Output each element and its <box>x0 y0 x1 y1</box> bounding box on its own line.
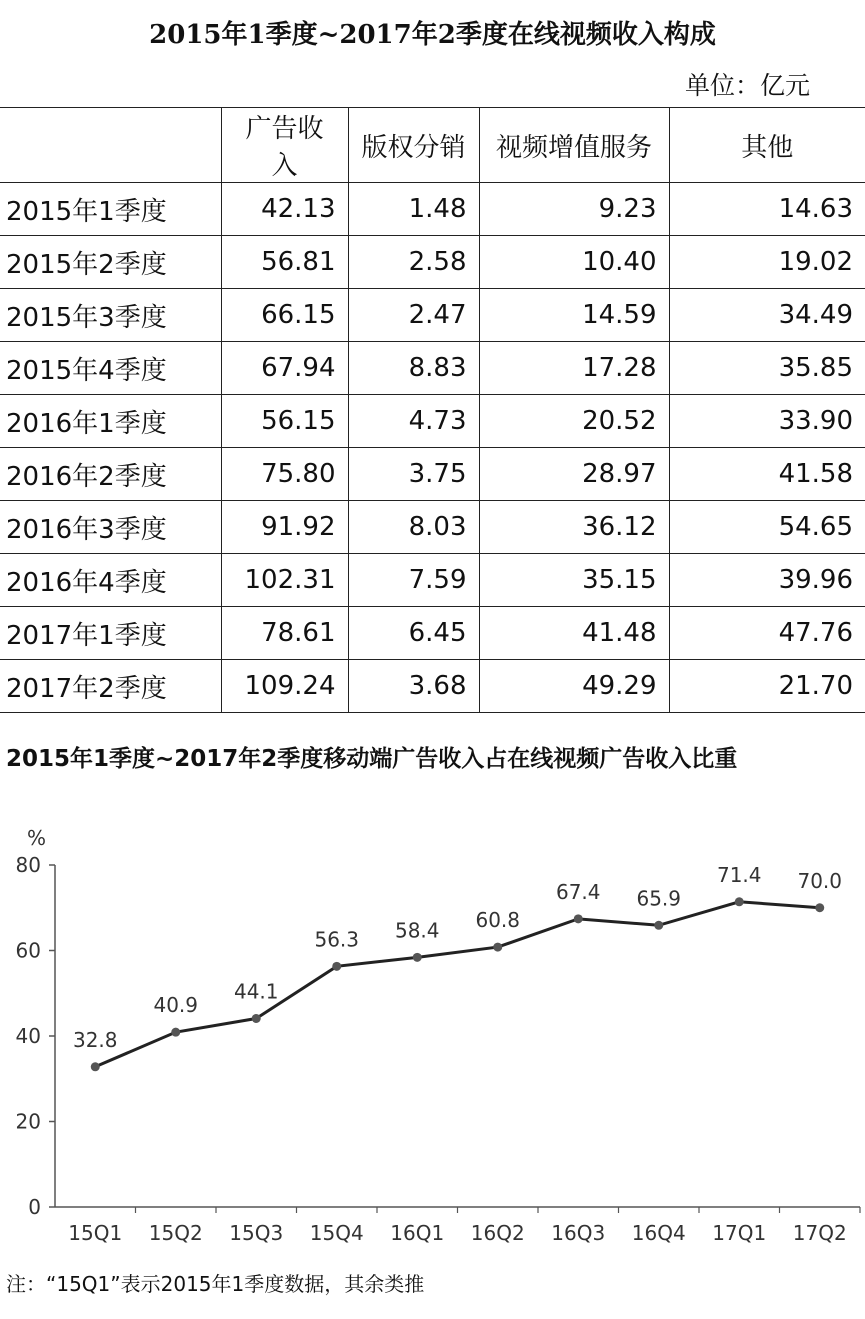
y-tick-label: 20 <box>15 1109 41 1134</box>
x-tick-label: 16Q2 <box>470 1221 525 1245</box>
y-tick-label: 40 <box>15 1024 41 1048</box>
data-label: 65.9 <box>636 886 682 911</box>
table-cell: 19.02 <box>669 236 865 289</box>
table-cell: 39.96 <box>669 554 865 607</box>
table-cell: 2.58 <box>348 236 479 289</box>
header-blank <box>0 108 221 183</box>
data-label: 32.8 <box>72 1027 118 1052</box>
y-tick-label: 60 <box>15 938 41 963</box>
table-cell: 41.48 <box>479 607 669 660</box>
x-tick-label: 16Q3 <box>551 1221 606 1245</box>
x-tick-label: 15Q4 <box>309 1221 364 1245</box>
x-tick-label: 16Q4 <box>631 1221 686 1245</box>
table-cell: 21.70 <box>669 660 865 713</box>
header-other: 其他 <box>669 108 865 183</box>
table-cell: 4.73 <box>348 395 479 448</box>
row-period: 2015年4季度 <box>0 342 221 395</box>
chart-series <box>95 902 820 1067</box>
table-row <box>0 448 865 501</box>
table-row <box>0 236 865 289</box>
row-period: 2016年1季度 <box>0 395 221 448</box>
table-row <box>0 183 865 236</box>
table-cell: 14.59 <box>479 289 669 342</box>
data-point <box>493 943 502 952</box>
table-cell: 28.97 <box>479 448 669 501</box>
table-cell: 8.83 <box>348 342 479 395</box>
table-cell: 35.85 <box>669 342 865 395</box>
table-cell: 1.48 <box>348 183 479 236</box>
data-point <box>413 953 422 962</box>
row-period: 2015年2季度 <box>0 236 221 289</box>
unit-label: 单位：亿元 <box>684 71 810 100</box>
table-cell: 54.65 <box>669 501 865 554</box>
table-row <box>0 289 865 342</box>
table-cell: 10.40 <box>479 236 669 289</box>
data-label: 70.0 <box>797 868 843 893</box>
header-ad-revenue: 广告收入 <box>221 108 348 183</box>
row-period: 2015年3季度 <box>0 289 221 342</box>
table-cell: 6.45 <box>348 607 479 660</box>
table-row <box>0 554 865 607</box>
x-tick-label: 17Q2 <box>792 1221 847 1245</box>
y-tick-label: 0 <box>28 1195 41 1219</box>
table-row <box>0 501 865 554</box>
table-cell: 67.94 <box>221 342 348 395</box>
y-tick-label: 80 <box>15 853 41 877</box>
data-point <box>91 1062 100 1071</box>
table-cell: 49.29 <box>479 660 669 713</box>
table-title: 2015年1季度~2017年2季度在线视频收入构成 <box>149 20 716 50</box>
table-cell: 109.24 <box>221 660 348 713</box>
table-header-row <box>0 108 865 183</box>
table-cell: 8.03 <box>348 501 479 554</box>
table-cell: 34.49 <box>669 289 865 342</box>
table-cell: 66.15 <box>221 289 348 342</box>
table-cell: 9.23 <box>479 183 669 236</box>
chart-data-labels <box>73 863 842 1052</box>
table-cell: 75.80 <box>221 448 348 501</box>
data-point <box>735 897 744 906</box>
chart-points <box>91 897 825 1071</box>
x-tick-label: 15Q2 <box>148 1221 203 1245</box>
data-label: 40.9 <box>153 993 199 1018</box>
table-cell: 41.58 <box>669 448 865 501</box>
data-point <box>815 903 824 912</box>
data-point <box>654 921 663 930</box>
chart-title: 2015年1季度~2017年2季度移动端广告收入占在线视频广告收入比重 <box>6 746 738 772</box>
table-cell: 47.76 <box>669 607 865 660</box>
row-period: 2016年2季度 <box>0 448 221 501</box>
table-cell: 78.61 <box>221 607 348 660</box>
row-period: 2017年2季度 <box>0 660 221 713</box>
x-tick-label: 17Q1 <box>712 1221 767 1245</box>
line-chart <box>0 815 865 1255</box>
data-point <box>332 962 341 971</box>
data-label: 56.3 <box>314 927 360 952</box>
series-line <box>95 902 820 1067</box>
footnote: 注：“15Q1”表示2015年1季度数据，其余类推 <box>6 1272 425 1296</box>
x-tick-label: 15Q1 <box>68 1221 123 1245</box>
table-cell: 102.31 <box>221 554 348 607</box>
table-cell: 17.28 <box>479 342 669 395</box>
table-cell: 56.15 <box>221 395 348 448</box>
row-period: 2016年4季度 <box>0 554 221 607</box>
table-cell: 42.13 <box>221 183 348 236</box>
table-cell: 35.15 <box>479 554 669 607</box>
row-period: 2017年1季度 <box>0 607 221 660</box>
table-cell: 56.81 <box>221 236 348 289</box>
header-copyright: 版权分销 <box>348 108 479 183</box>
data-label: 60.8 <box>475 908 521 933</box>
data-point <box>574 914 583 923</box>
data-label: 44.1 <box>233 979 279 1004</box>
table-cell: 20.52 <box>479 395 669 448</box>
table-cell: 91.92 <box>221 501 348 554</box>
table-cell: 3.75 <box>348 448 479 501</box>
row-period: 2016年3季度 <box>0 501 221 554</box>
table-cell: 36.12 <box>479 501 669 554</box>
table-cell: 33.90 <box>669 395 865 448</box>
table-cell: 7.59 <box>348 554 479 607</box>
header-value-added: 视频增值服务 <box>479 108 669 183</box>
table-cell: 14.63 <box>669 183 865 236</box>
data-label: 67.4 <box>555 879 601 904</box>
y-axis-unit: % <box>27 826 47 850</box>
data-point <box>171 1028 180 1037</box>
data-label: 58.4 <box>394 918 440 943</box>
chart-axes <box>16 826 860 1245</box>
table-row <box>0 660 865 713</box>
x-tick-label: 16Q1 <box>390 1221 445 1245</box>
revenue-table <box>0 107 865 713</box>
row-period: 2015年1季度 <box>0 183 221 236</box>
table-row <box>0 342 865 395</box>
table-row <box>0 395 865 448</box>
data-point <box>252 1014 261 1023</box>
table-cell: 3.68 <box>348 660 479 713</box>
table-row <box>0 607 865 660</box>
data-label: 71.4 <box>716 862 762 887</box>
x-tick-label: 15Q3 <box>229 1221 284 1245</box>
table-cell: 2.47 <box>348 289 479 342</box>
